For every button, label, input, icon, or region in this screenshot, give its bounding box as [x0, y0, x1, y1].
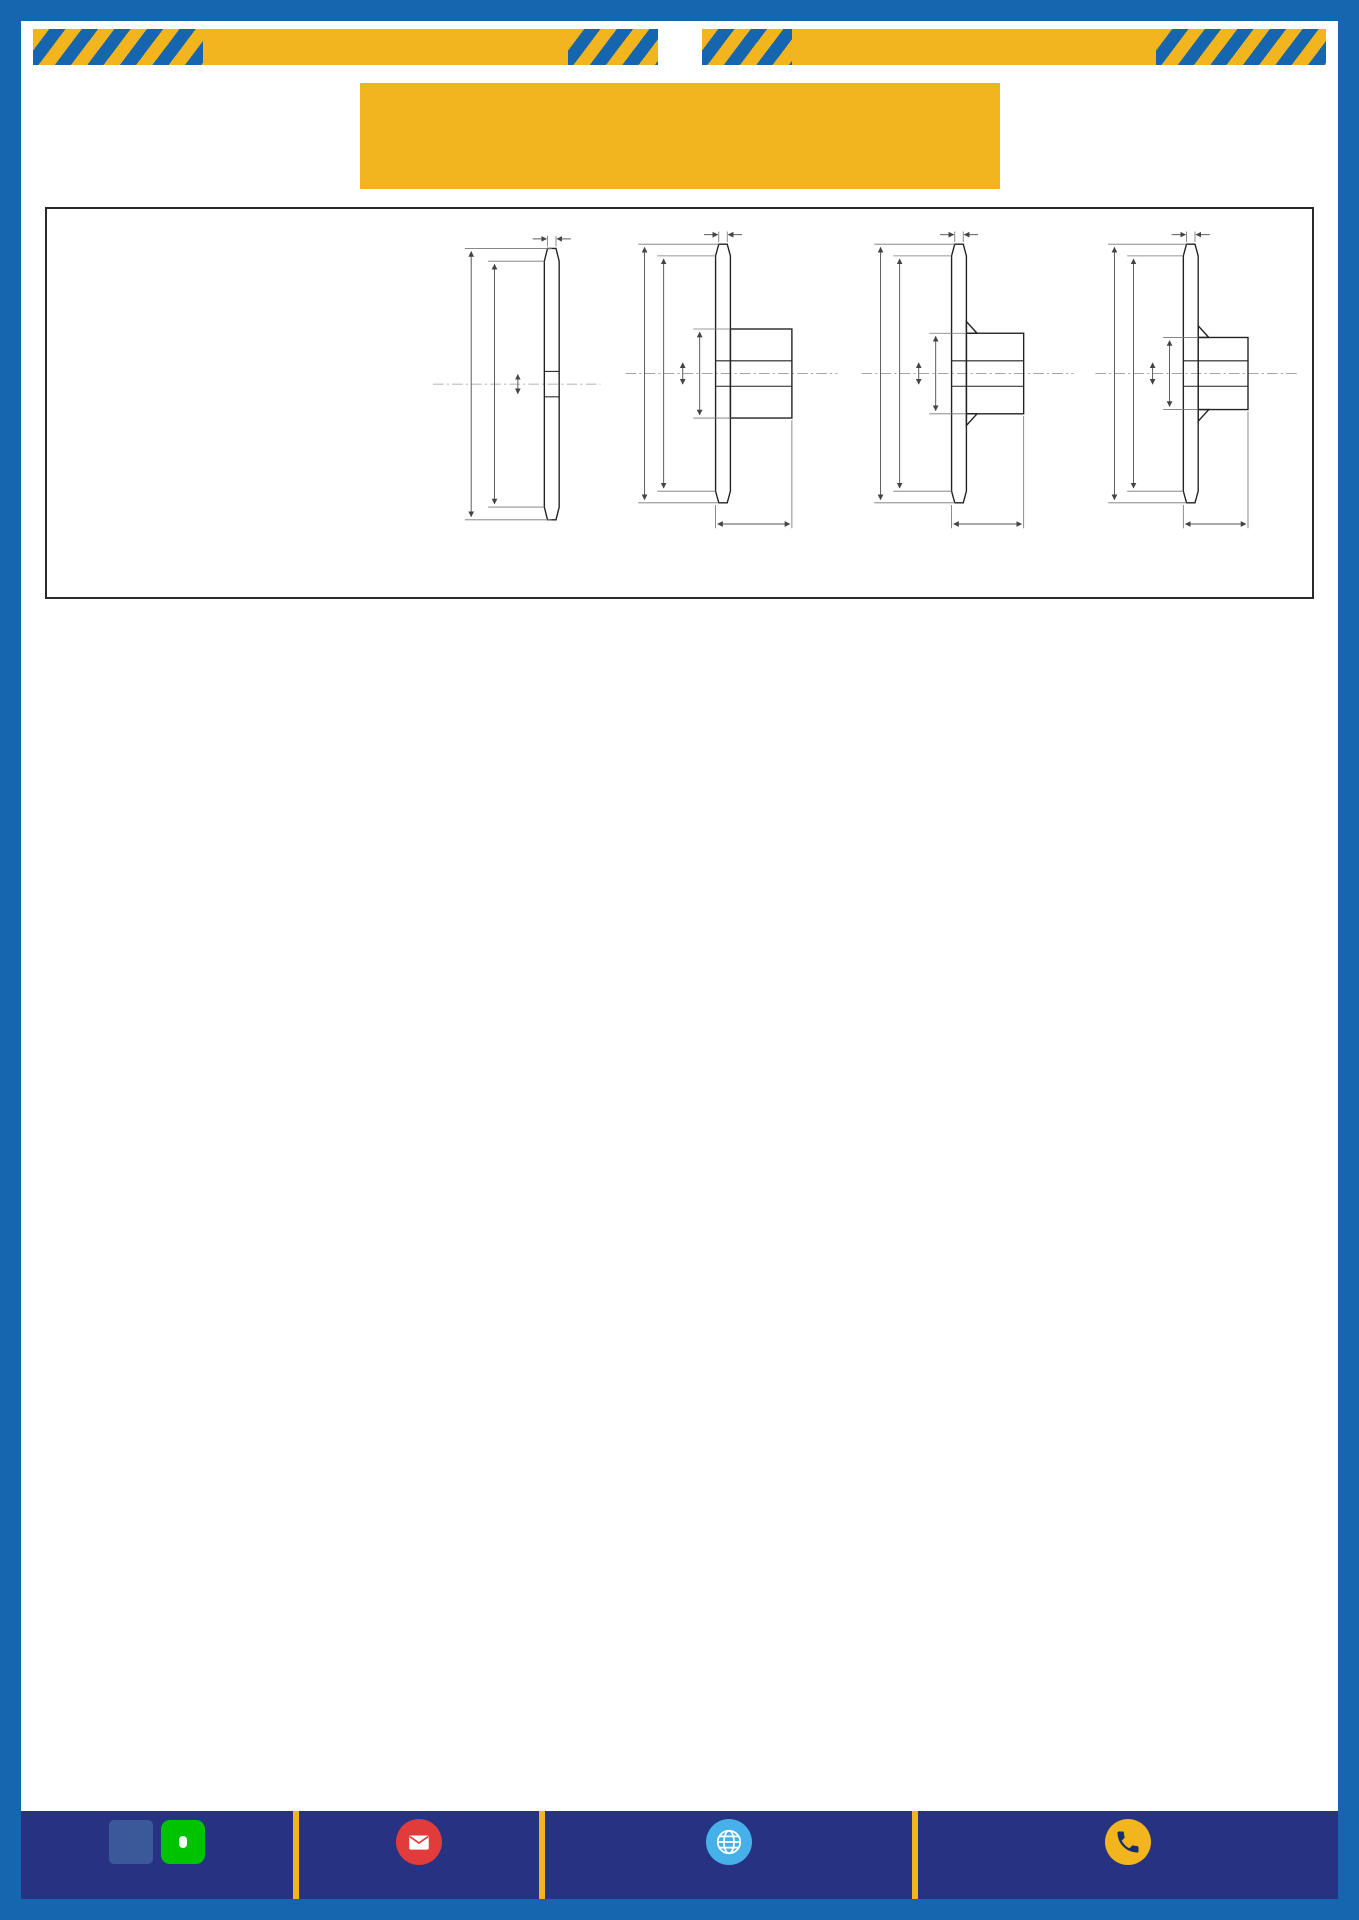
hazard-stripes	[33, 29, 203, 65]
page-title	[360, 83, 1000, 189]
footer-section-social	[21, 1811, 293, 1899]
spec-line	[65, 379, 397, 402]
hazard-stripe-bar	[33, 29, 1326, 65]
footer-section-phone	[918, 1811, 1338, 1899]
spec-line	[65, 349, 397, 372]
hazard-stripes	[1156, 29, 1326, 65]
spec-panel	[45, 207, 1314, 599]
spec-line	[65, 319, 397, 342]
hazard-bar-right	[702, 29, 1327, 65]
email-icon	[396, 1819, 442, 1865]
line-logo-text	[179, 1836, 187, 1848]
technical-drawings	[397, 209, 1312, 597]
footer-section-website	[545, 1811, 912, 1899]
spec-line	[65, 289, 397, 312]
spec-line	[65, 409, 397, 432]
line-icon	[161, 1820, 205, 1864]
chain-specs	[47, 209, 397, 597]
facebook-icon	[109, 1820, 153, 1864]
hazard-stripes	[702, 29, 792, 65]
phone-icon	[1105, 1819, 1151, 1865]
b-type-welded-drawing	[853, 223, 1081, 597]
title-section	[21, 83, 1338, 189]
b-type-machined-drawing	[617, 223, 845, 597]
hazard-solid	[792, 29, 1157, 65]
catalog-page	[21, 21, 1338, 1899]
hazard-bar-left	[33, 29, 658, 65]
c-type-welded-drawing	[1089, 223, 1306, 597]
footer-section-email	[299, 1811, 539, 1899]
hazard-stripes	[568, 29, 658, 65]
hazard-solid	[203, 29, 568, 65]
a-type-drawing	[397, 223, 609, 597]
footer	[21, 1811, 1338, 1899]
globe-icon	[706, 1819, 752, 1865]
